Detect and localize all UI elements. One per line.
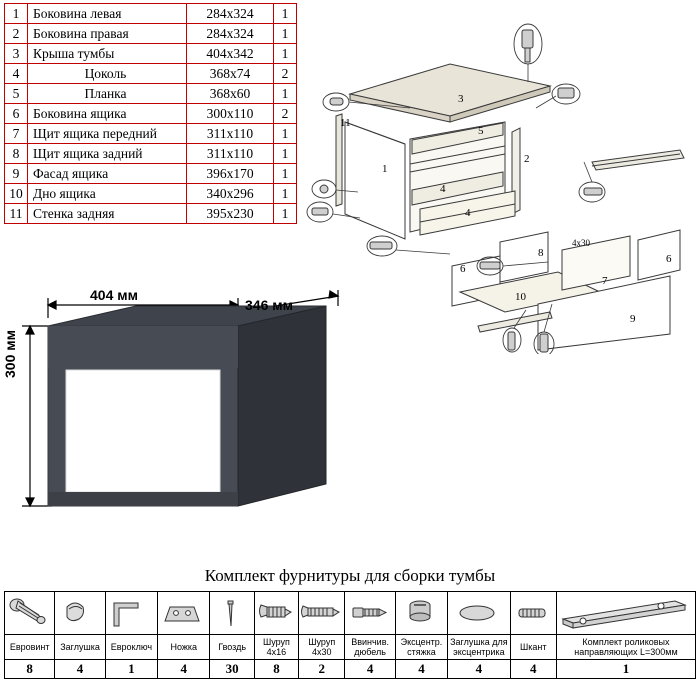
svg-text:3: 3 xyxy=(458,93,464,105)
kit-item-qty: 4 xyxy=(448,660,510,679)
cap-icon xyxy=(55,592,105,635)
cam-cap-icon xyxy=(448,592,510,635)
part-number: 4 xyxy=(5,64,28,84)
svg-text:4: 4 xyxy=(465,207,471,219)
euro-key-icon xyxy=(105,592,157,635)
part-size: 311х110 xyxy=(187,144,274,164)
table-row xyxy=(5,164,297,184)
part-number: 3 xyxy=(5,44,28,64)
table-row xyxy=(5,184,297,204)
dowel-icon xyxy=(345,592,395,635)
hardware-kit-title: Комплект фурнитуры для сборки тумбы xyxy=(204,566,496,585)
part-number: 10 xyxy=(5,184,28,204)
kit-item-name: Заглушка xyxy=(55,635,105,660)
svg-text:6: 6 xyxy=(460,263,466,275)
part-number: 11 xyxy=(5,204,28,224)
kit-item-qty: 8 xyxy=(254,660,298,679)
kit-item-qty: 4 xyxy=(345,660,395,679)
kit-item-name: Ввинчив. дюбель xyxy=(345,635,395,660)
part-number: 5 xyxy=(5,84,28,104)
hardware-kit-table xyxy=(4,591,696,679)
part-size: 284х324 xyxy=(187,24,274,44)
part-number: 9 xyxy=(5,164,28,184)
part-number: 8 xyxy=(5,144,28,164)
cabinet-dimension-drawing xyxy=(8,278,388,558)
svg-text:4: 4 xyxy=(440,183,446,195)
drawer-slide-icon xyxy=(556,592,695,635)
dowel-pin-icon xyxy=(510,592,556,635)
kit-item-name: Шуруп 4х16 xyxy=(254,635,298,660)
dimension-height-label: 300 мм xyxy=(2,330,18,378)
kit-qty-row xyxy=(5,660,696,679)
part-name: Щит ящика задний xyxy=(28,144,187,164)
part-qty: 1 xyxy=(274,164,297,184)
part-size: 311х110 xyxy=(187,124,274,144)
kit-name-row xyxy=(5,635,696,660)
kit-item-qty: 4 xyxy=(510,660,556,679)
part-name: Боковина левая xyxy=(28,4,187,24)
cam-lock-icon xyxy=(395,592,447,635)
part-name: Планка xyxy=(28,84,187,104)
part-size: 395х230 xyxy=(187,204,274,224)
svg-text:8: 8 xyxy=(538,247,544,259)
kit-item-qty: 2 xyxy=(299,660,345,679)
part-size: 396х170 xyxy=(187,164,274,184)
part-qty: 1 xyxy=(274,4,297,24)
kit-item-qty: 8 xyxy=(5,660,55,679)
part-name: Цоколь xyxy=(28,64,187,84)
part-qty: 1 xyxy=(274,24,297,44)
part-qty: 1 xyxy=(274,44,297,64)
table-row xyxy=(5,104,297,124)
kit-item-qty: 1 xyxy=(556,660,695,679)
part-size: 404х342 xyxy=(187,44,274,64)
part-size: 300х110 xyxy=(187,104,274,124)
part-size: 340х296 xyxy=(187,184,274,204)
part-size: 284х324 xyxy=(187,4,274,24)
svg-text:5: 5 xyxy=(478,125,484,137)
part-qty: 2 xyxy=(274,104,297,124)
dimension-width-label: 404 мм xyxy=(90,287,138,303)
euro-screw-icon xyxy=(5,592,55,635)
kit-item-name: Шкант xyxy=(510,635,556,660)
part-number: 1 xyxy=(5,4,28,24)
table-row xyxy=(5,144,297,164)
part-name: Фасад ящика xyxy=(28,164,187,184)
part-qty: 2 xyxy=(274,64,297,84)
part-qty: 1 xyxy=(274,204,297,224)
kit-item-name: Евровинт xyxy=(5,635,55,660)
part-name: Стенка задняя xyxy=(28,204,187,224)
kit-item-name: Комплект роликовых направляющих L=300мм xyxy=(556,635,695,660)
table-row xyxy=(5,44,297,64)
table-row xyxy=(5,124,297,144)
part-qty: 1 xyxy=(274,124,297,144)
screw-4x30-icon xyxy=(299,592,345,635)
svg-text:6: 6 xyxy=(666,253,672,265)
svg-text:9: 9 xyxy=(630,313,636,325)
part-size: 368х74 xyxy=(187,64,274,84)
table-row xyxy=(5,4,297,24)
kit-item-qty: 4 xyxy=(55,660,105,679)
table-row xyxy=(5,24,297,44)
foot-icon xyxy=(158,592,210,635)
svg-text:10: 10 xyxy=(515,291,526,303)
part-number: 6 xyxy=(5,104,28,124)
table-row xyxy=(5,84,297,104)
svg-text:11: 11 xyxy=(340,117,351,129)
part-qty: 1 xyxy=(274,144,297,164)
part-number: 2 xyxy=(5,24,28,44)
svg-text:2: 2 xyxy=(524,153,530,165)
part-name: Боковина ящика xyxy=(28,104,187,124)
kit-item-name: Шуруп 4х30 xyxy=(299,635,345,660)
kit-item-name: Евроключ xyxy=(105,635,157,660)
screw-4x16-icon xyxy=(254,592,298,635)
kit-icon-row xyxy=(5,592,696,635)
kit-item-qty: 4 xyxy=(158,660,210,679)
svg-text:7: 7 xyxy=(602,275,608,287)
svg-text:4х30: 4х30 xyxy=(572,238,590,248)
kit-item-qty: 30 xyxy=(210,660,254,679)
table-row xyxy=(5,204,297,224)
svg-text:1: 1 xyxy=(382,163,388,175)
kit-item-name: Гвоздь xyxy=(210,635,254,660)
nail-icon xyxy=(210,592,254,635)
part-name: Щит ящика передний xyxy=(28,124,187,144)
table-row xyxy=(5,64,297,84)
kit-item-name: Заглушка для эксцентрика xyxy=(448,635,510,660)
part-size: 368х60 xyxy=(187,84,274,104)
kit-item-qty: 1 xyxy=(105,660,157,679)
kit-item-qty: 4 xyxy=(395,660,447,679)
part-qty: 1 xyxy=(274,84,297,104)
parts-table xyxy=(4,3,297,224)
part-name: Дно ящика xyxy=(28,184,187,204)
kit-item-name: Ножка xyxy=(158,635,210,660)
part-name: Боковина правая xyxy=(28,24,187,44)
dimension-depth-label: 346 мм xyxy=(245,297,293,313)
kit-item-name: Эксцентр. стяжка xyxy=(395,635,447,660)
part-number: 7 xyxy=(5,124,28,144)
part-qty: 1 xyxy=(274,184,297,204)
part-name: Крыша тумбы xyxy=(28,44,187,64)
